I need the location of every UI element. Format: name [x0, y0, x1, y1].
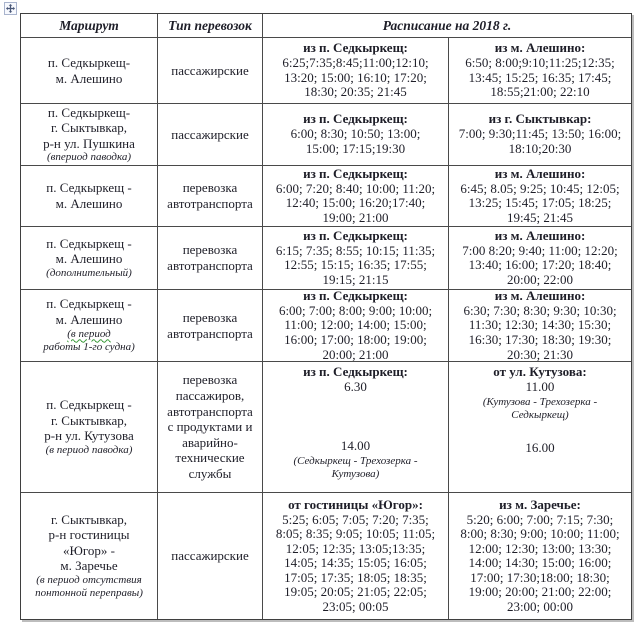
schedule-from-cell-row7[interactable] [263, 493, 449, 619]
schedule-to-cell-row1[interactable] [449, 38, 631, 104]
route-note: (дополнительный) [46, 267, 132, 279]
schedule-from-times: 6:15; 7:35; 8:55; 10:15; 11:35; 12:55; 15:15; 16:35; 17:55; 19:15; 21:15 [275, 242, 436, 287]
route-text: п. Седкыркещ - г. Сыктывкар, р-н ул. Кутузова [44, 397, 134, 444]
type-cell-row1[interactable] [158, 38, 263, 104]
schedule-from-cell-row6[interactable] [263, 362, 449, 493]
type-text: перевозка автотранспорта [167, 242, 253, 273]
route-cell-row1[interactable] [21, 38, 158, 104]
header-schedule [263, 14, 631, 38]
schedule-to-time-2: 16.00 [525, 440, 555, 456]
schedule-from-cell-row2[interactable] [263, 104, 449, 166]
schedule-to-cell-row7[interactable] [449, 493, 631, 619]
route-cell-row5[interactable] [21, 290, 158, 362]
type-cell-row4[interactable] [158, 227, 263, 290]
schedule-from-times: 5:25; 6:05; 7:05; 7:20; 7:35; 8:05; 8:35; 9:05; 10:05; 11:05; 12:05; 12:35; 13:05;13:35; 14:05; 14:35; 15:05; 16:05; 17:05; 17:35; 18:05; 18:35; 19:05; 20:05; 21:05; 22:05; 23:05; 00:05 [275, 511, 436, 614]
schedule-from-header: из п. Седкыркещ: [303, 290, 408, 303]
schedule-to-header: из м. Алешино: [494, 290, 586, 303]
route-note: (впериод паводка) [46, 151, 132, 164]
schedule-table [20, 13, 632, 620]
type-text: перевозка автотранспорта [167, 180, 253, 211]
route-note-underlined: (в период [67, 327, 111, 340]
schedule-to-cell-row4[interactable] [449, 227, 631, 290]
schedule-to-cell-row3[interactable] [449, 166, 631, 227]
route-text: г. Сыктывкар, р-н гостиницы «Югор» - м. Заречье [48, 511, 130, 574]
header-route [21, 14, 158, 38]
schedule-from-header: от гостиницы «Югор»: [288, 496, 423, 512]
type-text: пассажирские [171, 126, 249, 142]
schedule-to-times: 5:20; 6:00; 7:00; 7:15; 7:30; 8:00; 8:30; 9:00; 10:00; 11:00; 12:00; 12:30; 13:00; 13:30; 14:00; 14:30; 15:00; 16:00; 17:00; 17:30;18:00; 18:30; 19:00; 20:00; 21:00; 22:00; 23:00; 00:00 [460, 511, 620, 614]
type-text: пассажирские [171, 548, 249, 564]
route-cell-row6[interactable] [21, 362, 158, 493]
schedule-from-times: 6:00; 7:00; 8:00; 9:00; 10:00; 11:00; 12:00; 14:00; 15:00; 16:00; 17:00; 18:00; 19:00; 20:00; 21:00 [278, 302, 433, 362]
header-route-label: Маршрут [59, 17, 119, 33]
route-cell-row7[interactable] [21, 493, 158, 619]
schedule-from-header: из п. Седкыркещ: [303, 166, 408, 181]
header-type-label: Тип перевозок [168, 17, 252, 33]
schedule-to-times: 7:00; 9:30;11:45; 13:50; 16:00; 18:10;20:30 [458, 126, 622, 156]
route-text: п. Седкыркещ- м. Алешино [47, 54, 131, 86]
schedule-from-header: из п. Седкыркещ: [303, 227, 408, 243]
route-text: п. Седкыркещ - м. Алешино [46, 296, 132, 328]
schedule-to-header: из м. Заречье: [499, 496, 581, 512]
schedule-to-header: из м. Алешино: [494, 227, 586, 243]
type-text: перевозка пассажиров, автотранспорта с продуктами и аварийно- технические службы [167, 372, 253, 481]
four-way-arrow-icon [6, 4, 15, 13]
type-cell-row5[interactable] [158, 290, 263, 362]
schedule-from-times: 6:00; 8:30; 10:50; 13:00; 15:00; 17:15;19:30 [290, 126, 421, 156]
schedule-to-header: из м. Алешино: [494, 166, 586, 181]
schedule-from-header: из п. Седкыркещ: [303, 40, 408, 56]
route-text: п. Седкыркещ- г. Сыктывкар, р-н ул. Пушкина [43, 104, 135, 151]
route-cell-row2[interactable] [21, 104, 158, 166]
schedule-from-time-1: 6.30 [344, 378, 367, 394]
schedule-from-time-2: 14.00 [340, 437, 371, 453]
header-schedule-label: Расписание на 2018 г. [382, 17, 512, 33]
schedule-from-cell-row1[interactable] [263, 38, 449, 104]
route-note: работы 1-го судна) [43, 341, 135, 354]
schedule-to-route-note: (Кутузова - Трехозерка - Седкыркещ) [482, 395, 598, 422]
schedule-from-times: 6:25;7:35;8:45;11:00;12:10; 13:20; 15:00; 16:10; 17:20; 18:30; 20:35; 21:45 [282, 55, 429, 100]
route-note: (в период отсутствия понтонной переправы) [35, 574, 143, 600]
type-text: перевозка автотранспорта [167, 309, 253, 341]
schedule-from-header: из п. Седкыркещ: [303, 111, 408, 127]
schedule-to-header: из м. Алешино: [494, 40, 586, 56]
type-cell-row7[interactable] [158, 493, 263, 619]
schedule-to-times: 6:45; 8.05; 9:25; 10:45; 12:05; 13:25; 15:45; 17:05; 18:25; 19:45; 21:45 [460, 180, 620, 225]
schedule-to-header: из г. Сыктывкар: [488, 111, 592, 127]
schedule-to-header: от ул. Кутузова: [493, 364, 587, 379]
route-cell-row4[interactable] [21, 227, 158, 290]
schedule-to-times: 6:50; 8:00;9:10;11:25;12:35; 13:45; 15:25; 16:35; 17:45; 18:55;21:00; 22:10 [465, 55, 615, 100]
type-text: пассажирские [171, 62, 249, 78]
type-cell-row6[interactable] [158, 362, 263, 493]
schedule-to-time-1: 11.00 [525, 378, 555, 394]
type-cell-row2[interactable] [158, 104, 263, 166]
schedule-from-cell-row4[interactable] [263, 227, 449, 290]
schedule-from-header: из п. Седкыркещ: [303, 364, 408, 379]
schedule-to-cell-row6[interactable] [449, 362, 631, 493]
route-text: п. Седкыркещ - м. Алешино [46, 235, 132, 267]
type-cell-row3[interactable] [158, 166, 263, 227]
schedule-to-times: 7:00 8:20; 9:40; 11:00; 12:20; 13:40; 16:00; 17:20; 18:40; 20:00; 22:00 [462, 242, 618, 287]
route-cell-row3[interactable] [21, 166, 158, 227]
schedule-to-cell-row2[interactable] [449, 104, 631, 166]
schedule-to-cell-row5[interactable] [449, 290, 631, 362]
schedule-from-cell-row3[interactable] [263, 166, 449, 227]
table-move-handle-icon[interactable] [4, 2, 17, 15]
route-note: (в период паводка) [45, 443, 133, 456]
route-text: п. Седкыркещ - м. Алешино [46, 180, 132, 211]
schedule-to-times: 6:30; 7:30; 8:30; 9:30; 10:30; 11:30; 12:30; 14:30; 15:30; 16:30; 17:30; 18:30; 19:30; 20:30; 21:30 [463, 302, 617, 362]
schedule-from-times: 6:00; 7:20; 8:40; 10:00; 11:20; 12:40; 15:00; 16:20;17:40; 19:00; 21:00 [275, 180, 436, 225]
header-type [158, 14, 263, 38]
schedule-from-route-note: (Седкыркещ - Трехозерка - Кутузова) [293, 454, 418, 480]
schedule-from-cell-row5[interactable] [263, 290, 449, 362]
